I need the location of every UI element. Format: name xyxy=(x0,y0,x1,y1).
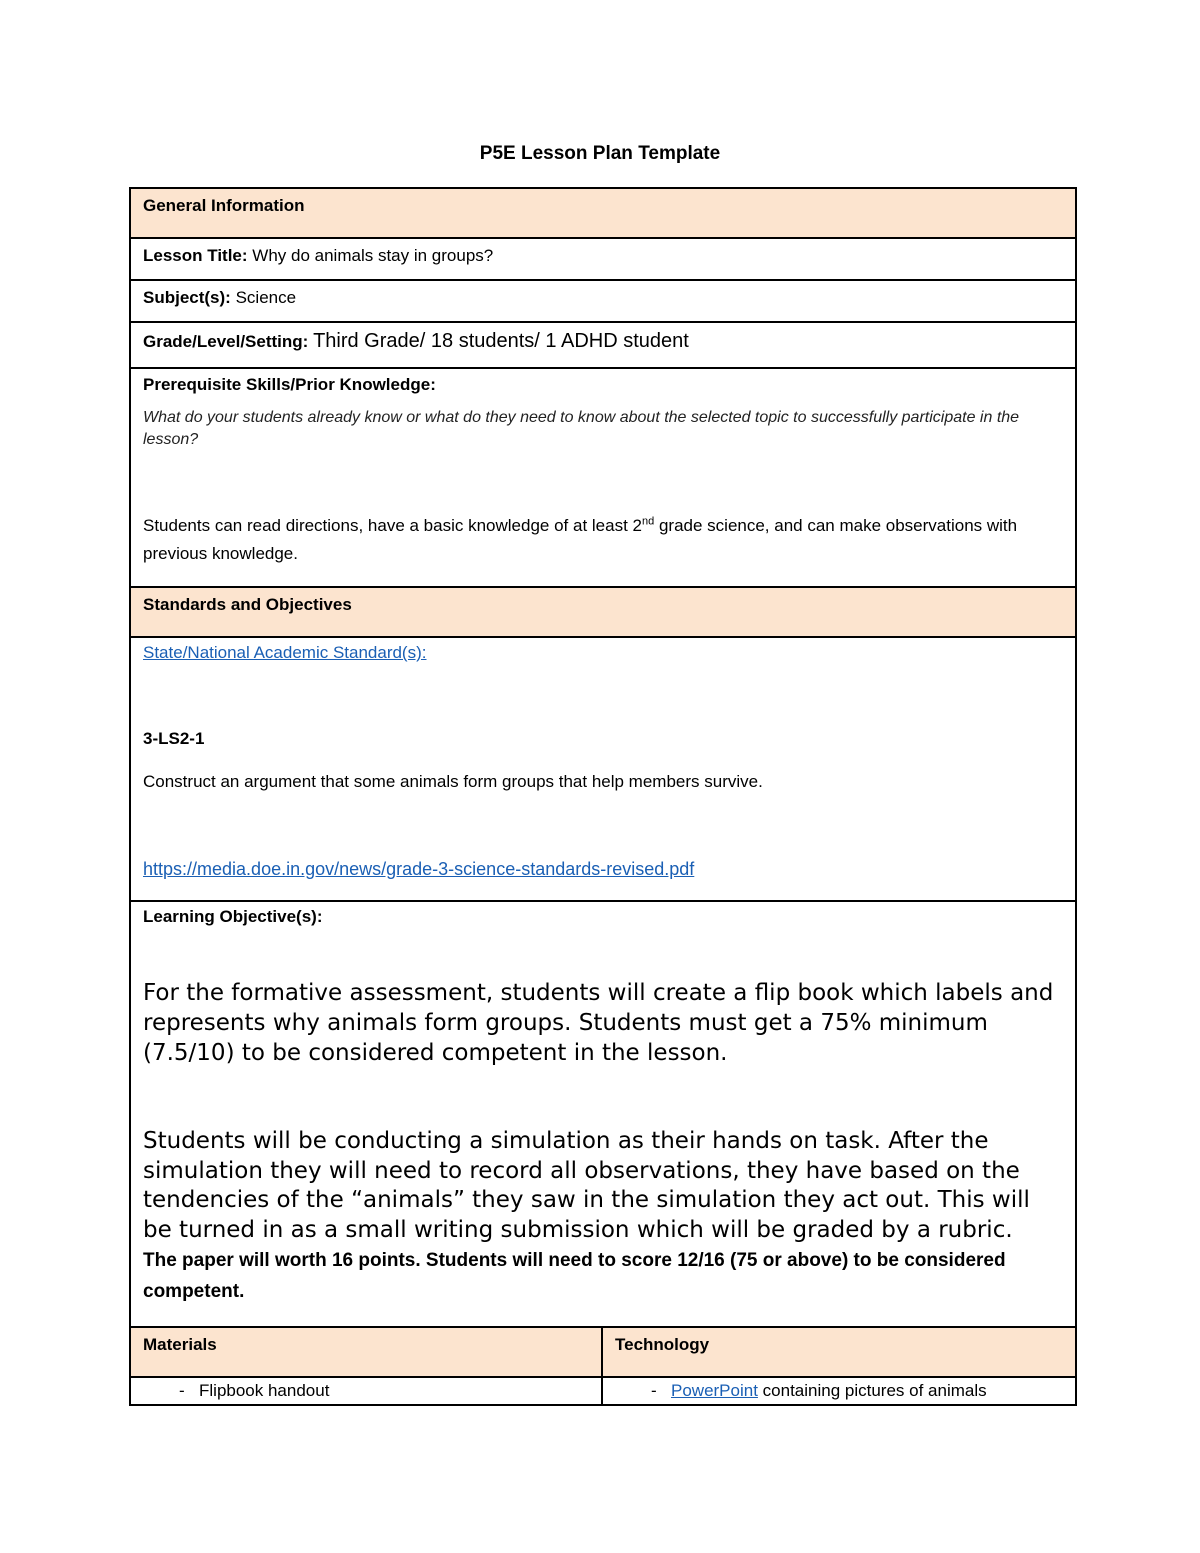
standard-description: Construct an argument that some animals form groups that help members survive. xyxy=(143,771,763,791)
lesson-title-row xyxy=(130,238,1076,280)
learning-objectives-label: Learning Objective(s): xyxy=(143,907,323,926)
grade-row xyxy=(130,322,1076,368)
objective-paper: The paper will worth 16 points. Students will need to score 12/16 (75 or above) to be considered competent. xyxy=(143,1250,1006,1302)
subject-value: Science xyxy=(235,288,297,307)
general-information-header: General Information xyxy=(130,188,1076,238)
technology-dash: - xyxy=(651,1381,657,1400)
lesson-title-value: Why do animals stay in groups? xyxy=(252,246,494,265)
materials-item: Flipbook handout xyxy=(199,1381,330,1400)
subject-row xyxy=(130,280,1076,322)
materials-dash: - xyxy=(179,1381,185,1400)
document-title: P5E Lesson Plan Template xyxy=(479,143,721,164)
materials-header: Materials xyxy=(130,1327,602,1377)
objective-flipbook: For the formative assessment, students will create a flip book which labels and represents why animals form groups. Students must get a 75% minimum (7.5/10) to be considered competent in the lesson. xyxy=(143,979,1054,1066)
prerequisite-label: Prerequisite Skills/Prior Knowledge: xyxy=(143,375,436,394)
grade-value: Third Grade/ 18 students/ 1 ADHD student xyxy=(313,330,689,352)
technology-item-text: containing pictures of animals xyxy=(762,1381,987,1400)
materials-technology-header-row xyxy=(130,1327,1076,1377)
subject-label: Subject(s): xyxy=(143,288,231,307)
lesson-plan-table xyxy=(129,187,1077,1406)
grade-label: Grade/Level/Setting: xyxy=(143,332,309,351)
standards-link[interactable]: State/National Academic Standard(s): xyxy=(143,643,427,662)
materials-technology-row xyxy=(130,1377,1076,1405)
prerequisite-answer: Students can read directions, have a basic knowledge of at least 2nd grade science, and can make observations with previous knowledge. xyxy=(143,515,1018,563)
prerequisite-prompt: What do your students already know or what do they need to know about the selected topic to successfully participate in the lesson? xyxy=(143,408,1020,449)
objective-simulation: Students will be conducting a simulation as their hands on task. After the simulation they will need to record all observations, they have based on the tendencies of the “animals” they saw in the simulation they act out. This will be turned in as a small writing submission which will be graded by a rubric. xyxy=(143,1127,1030,1244)
powerpoint-link[interactable]: PowerPoint xyxy=(671,1381,758,1400)
learning-objectives-row xyxy=(130,901,1076,1327)
general-information-header-row xyxy=(130,188,1076,238)
lesson-title-label: Lesson Title: xyxy=(143,246,248,265)
standard-code: 3-LS2-1 xyxy=(143,728,205,748)
standards-url-link[interactable]: https://media.doe.in.gov/news/grade-3-science-standards-revised.pdf xyxy=(143,858,695,879)
standards-header: Standards and Objectives xyxy=(130,587,1076,637)
standards-row xyxy=(130,637,1076,901)
technology-header: Technology xyxy=(602,1327,1076,1377)
prerequisite-row xyxy=(130,368,1076,587)
standards-header-row xyxy=(130,587,1076,637)
